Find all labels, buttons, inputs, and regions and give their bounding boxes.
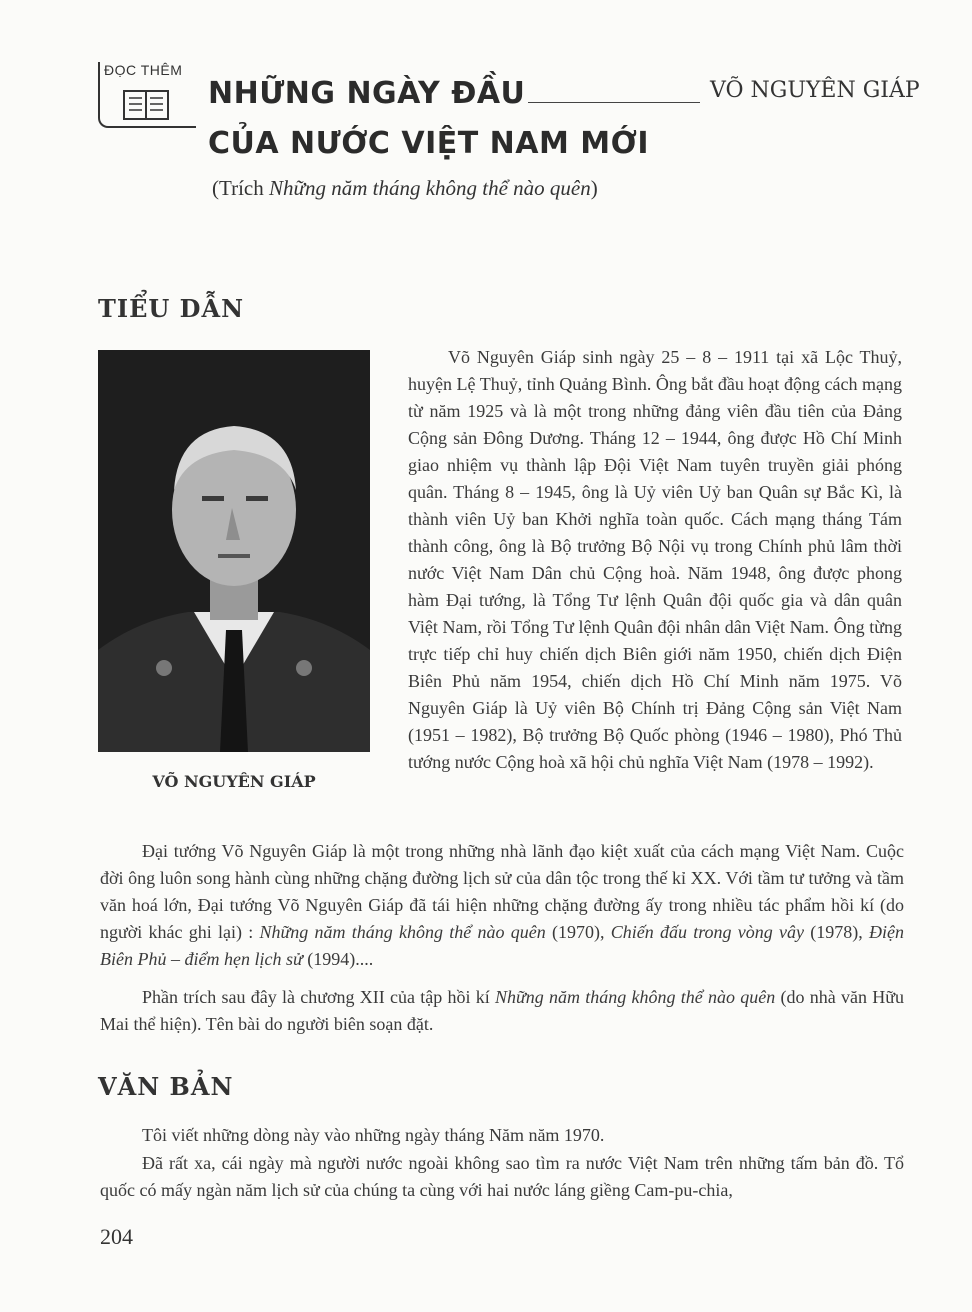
intro-paragraph-2: Phần trích sau đây là chương XII của tập hồi kí Những năm tháng không thể nào quên (do nhà văn Hữu Mai thể hiện). Tên bài do người biên soạn đặt. xyxy=(100,987,904,1034)
article-author: VÕ NGUYÊN GIÁP xyxy=(710,78,920,103)
reading-badge-label: ĐỌC THÊM xyxy=(104,62,183,78)
author-portrait xyxy=(98,350,370,752)
page-number: 204 xyxy=(100,1224,133,1249)
page-title-line2: CỦA NƯỚC VIỆT NAM MỚI xyxy=(208,126,650,161)
subtitle: (Trích Những năm tháng không thể nào quên) xyxy=(212,176,598,200)
author-biography: Võ Nguyên Giáp sinh ngày 25 – 8 – 1911 tại xã Lộc Thuỷ, huyện Lệ Thuỷ, tỉnh Quảng Bình. Ông bắt đầu hoạt động cách mạng từ năm 1925 và là một trong những đảng viên đầu tiên của Đảng Cộng sản Đông Dương. Tháng 12 – 1944, ông được Hồ Chí Minh giao nhiệm vụ thành lập Đội Việt Nam tuyên truyền giải phóng quân. Tháng 8 – 1945, ông là Uỷ viên Uỷ ban Quân sự Bắc Kì, là thành viên Uỷ ban Khởi nghĩa toàn quốc. Cách mạng tháng Tám thành công, ông là Bộ trưởng Bộ Nội vụ trong Chính phủ lâm thời nước Việt Nam Dân chủ Cộng hoà. Năm 1948, ông được phong hàm Đại tướng, là Tổng Tư lệnh Quân đội quốc gia và dân quân Việt Nam, rồi Tổng Tư lệnh Quân đội nhân dân Việt Nam. Ông từng trực tiếp chỉ huy chiến dịch Biên giới năm 1950, chiến dịch Điện Biên Phủ năm 1954, chiến dịch Hồ Chí Minh năm 1975. Võ Nguyên Giáp là Uỷ viên Bộ Chính trị Đảng Cộng sản Việt Nam (1951 – 1982), Bộ trưởng Bộ Quốc phòng (1946 – 1980), Phó Thủ tướng nước Cộng hoà xã hội chủ nghĩa Việt Nam (1978 – 1992). xyxy=(408,347,902,772)
open-book-icon xyxy=(120,88,172,122)
portrait-caption: VÕ NGUYÊN GIÁP xyxy=(152,772,316,791)
page-title-line1: NHỮNG NGÀY ĐẦU xyxy=(208,76,526,111)
section-heading-text: VĂN BẢN xyxy=(98,1072,234,1101)
subtitle-work-title: Những năm tháng không thể nào quên xyxy=(268,176,591,200)
text-paragraph-2: Đã rất xa, cái ngày mà người nước ngoài không sao tìm ra nước Việt Nam trên những tấm bản đồ. Tổ quốc có mấy ngàn năm lịch sử của chúng ta cùng với hai nước láng giềng Cam-pu-chia, xyxy=(100,1153,904,1200)
intro-paragraph-1: Đại tướng Võ Nguyên Giáp là một trong những nhà lãnh đạo kiệt xuất của cách mạng Việt Nam. Cuộc đời ông luôn song hành cùng những chặng đường lịch sử của dân tộc trong thế kỉ XX. Với tầm tư tưởng và tầm văn hoá lớn, Đại tướng Võ Nguyên Giáp đã tái hiện những chặng đường ấy trong nhiều tác phẩm hồi kí (do người khác ghi lại) : Những năm tháng không thể nào quên (1970), Chiến đấu trong vòng vây (1978), Điện Biên Phủ – điểm hẹn lịch sử (1994).... xyxy=(100,841,904,969)
section-heading-intro: TIỂU DẪN xyxy=(98,294,245,323)
text-paragraph-1: Tôi viết những dòng này vào những ngày tháng Năm năm 1970. xyxy=(142,1125,605,1145)
title-rule xyxy=(528,102,700,103)
